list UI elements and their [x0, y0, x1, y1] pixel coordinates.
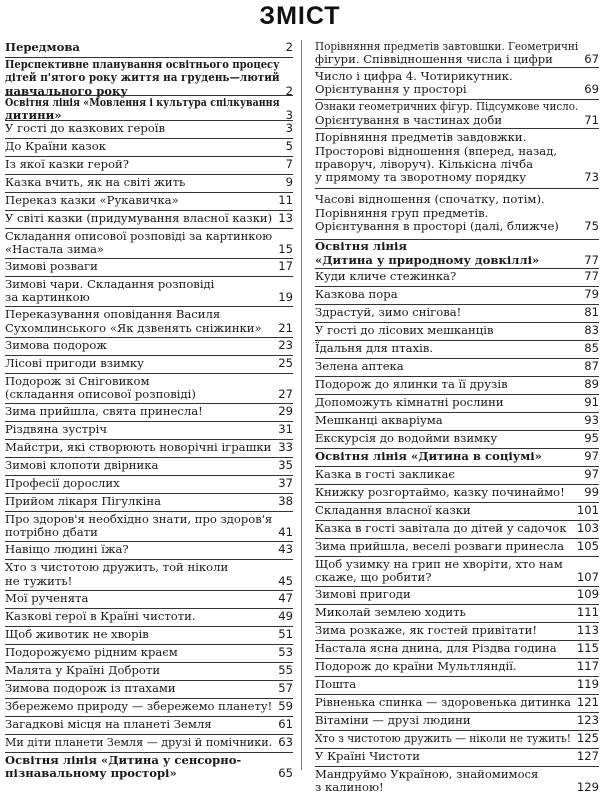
toc-page-number: 117 — [577, 660, 599, 672]
toc-entry — [315, 129, 599, 189]
toc-entry-text: Часові відношення (спочатку, потім). — [315, 193, 545, 205]
toc-entry-text: До Країни казок — [5, 140, 106, 152]
toc-page-number: 2 — [286, 41, 293, 53]
toc-entry-text: дитини» — [5, 109, 61, 121]
toc-page-number: 103 — [577, 522, 599, 534]
toc-page-number: 7 — [286, 158, 293, 170]
toc-entry-text: Малята у Країні Доброти — [5, 664, 160, 676]
toc-entry-text: Подорож до країни Мультляндії. — [315, 660, 517, 672]
toc-entry-text: У гості до казкових героїв — [5, 122, 165, 134]
toc-entry — [315, 641, 599, 659]
toc-entry-text: потрібно дбати — [5, 526, 98, 538]
toc-entry — [315, 413, 599, 431]
toc-entry-text: Казкова пора — [315, 288, 398, 300]
toc-left-column — [5, 40, 293, 770]
toc-entry-text: Подорожуємо рідним краєм — [5, 646, 178, 658]
toc-entry — [315, 587, 599, 605]
toc-entry-text: Зима розкаже, як гостей привітати! — [315, 624, 537, 636]
toc-entry — [5, 591, 293, 609]
toc-page-number: 27 — [278, 388, 293, 400]
toc-page-number: 111 — [577, 606, 599, 618]
toc-page-number: 55 — [278, 664, 293, 676]
toc-entry-text: Казка в гості закликає — [315, 468, 455, 480]
toc-entry-text: Із якої казки герой? — [5, 158, 129, 170]
toc-entry-text: Про здоров'я необхідно знати, про здоров'я — [5, 513, 272, 525]
toc-entry-text: у прямому та зворотному порядку — [315, 171, 526, 183]
toc-entry-text: Просторові відношення (вперед, назад, — [315, 145, 557, 157]
toc-entry-text: Число і цифра 4. Чотирикутник. — [315, 70, 513, 82]
toc-entry-text: Ознаки геометричних фігур. Підсумкове число. — [315, 100, 578, 112]
toc-entry — [5, 356, 293, 374]
toc-entry-text: «Дитина у природному довкіллі» — [315, 254, 539, 266]
toc-entry — [315, 240, 599, 269]
toc-page-number: 47 — [278, 592, 293, 604]
toc-entry-text: Мандруймо Україною, знайомимося — [315, 768, 538, 780]
toc-entry-text: Книжку розгортаймо, казку починаймо! — [315, 486, 565, 498]
toc-page-number: 123 — [577, 714, 599, 726]
toc-page-number: 29 — [278, 405, 293, 417]
toc-page-number: 81 — [584, 306, 599, 318]
toc-entry-text: скаже, що робити? — [315, 571, 431, 583]
toc-entry — [5, 374, 293, 404]
toc-entry — [5, 139, 293, 157]
toc-entry-text: Мої рученята — [5, 592, 88, 604]
toc-entry-text: Куди кличе стежинка? — [315, 270, 456, 282]
toc-entry — [5, 96, 293, 121]
toc-page-number: 11 — [278, 194, 293, 206]
toc-entry-text: Сухомлинського «Як дзвенять сніжинки» — [5, 322, 262, 334]
toc-entry-text: фігури. Співвідношення числа і цифри — [315, 53, 553, 65]
toc-page-number: 65 — [278, 767, 293, 779]
toc-entry — [5, 40, 293, 58]
toc-page-number: 71 — [584, 114, 599, 126]
toc-entry — [5, 121, 293, 139]
toc-entry-text: Пошта — [315, 678, 356, 690]
toc-page-number: 121 — [577, 696, 599, 708]
toc-entry — [315, 521, 599, 539]
toc-entry-text: Складання власної казки — [315, 504, 471, 516]
toc-entry-text: Казкові герої в Країні чистоти. — [5, 610, 196, 622]
toc-page-number: 87 — [584, 360, 599, 372]
toc-page-number: 57 — [278, 682, 293, 694]
toc-page-number: 125 — [577, 732, 599, 744]
toc-entry — [315, 557, 599, 587]
toc-entry — [315, 623, 599, 641]
toc-entry — [315, 100, 599, 129]
toc-entry-text: Різдвяна зустріч — [5, 423, 107, 435]
toc-entry — [5, 259, 293, 277]
toc-entry — [315, 695, 599, 713]
toc-entry-text: Здрастуй, зимо снігова! — [315, 306, 461, 318]
toc-page-number: 38 — [278, 495, 293, 507]
toc-entry — [5, 681, 293, 699]
toc-entry — [5, 404, 293, 422]
toc-page-number: 25 — [278, 357, 293, 369]
toc-entry — [5, 422, 293, 440]
toc-entry — [5, 560, 293, 591]
toc-entry — [5, 58, 293, 96]
toc-page-number: 119 — [577, 678, 599, 690]
toc-entry-text: дітей п'ятого року життя на грудень—лютий — [5, 71, 280, 83]
toc-entry-text: Вітаміни — друзі людини — [315, 714, 471, 726]
toc-entry-text: з калиною! — [315, 781, 384, 793]
toc-page-number: 19 — [278, 291, 293, 303]
toc-entry-text: Допоможуть кімнатні рослини — [315, 396, 504, 408]
toc-page-number: 33 — [278, 441, 293, 453]
toc-entry-text: Навіщо людині їжа? — [5, 543, 129, 555]
toc-page-number: 73 — [584, 171, 599, 183]
toc-entry — [315, 449, 599, 467]
toc-entry-text: Зима прийшла, веселі розваги принесла — [315, 540, 564, 552]
toc-page-number: 113 — [577, 624, 599, 636]
toc-page-number: 51 — [278, 628, 293, 640]
toc-page-number: 35 — [278, 459, 293, 471]
toc-page-number: 43 — [278, 543, 293, 555]
toc-entry-text: Хто з чистотою дружить, той ніколи — [5, 561, 228, 573]
toc-entry-text: Збережемо природу — збережемо планету! — [5, 700, 272, 712]
toc-page-number: 23 — [278, 339, 293, 351]
toc-entry — [315, 359, 599, 377]
toc-entry-text: Орієнтування в частинах доби — [315, 114, 502, 126]
toc-page-number: 13 — [278, 212, 293, 224]
column-divider — [301, 40, 302, 770]
toc-entry — [5, 645, 293, 663]
toc-entry — [315, 377, 599, 395]
toc-entry-text: Зимова подорож — [5, 339, 107, 351]
toc-entry — [315, 40, 599, 68]
toc-page-number: 75 — [584, 220, 599, 232]
toc-entry-text: не тужить! — [5, 575, 72, 587]
toc-page-number: 85 — [584, 342, 599, 354]
toc-page-number: 93 — [584, 414, 599, 426]
toc-entry — [315, 395, 599, 413]
toc-page-number: 107 — [577, 571, 599, 583]
toc-entry — [5, 663, 293, 681]
toc-entry — [315, 287, 599, 305]
toc-page-number: 15 — [278, 243, 293, 255]
toc-entry — [315, 677, 599, 695]
toc-page-number: 9 — [286, 176, 293, 188]
toc-entry — [315, 269, 599, 287]
toc-entry — [315, 659, 599, 677]
toc-entry-text: Миколай землею ходить — [315, 606, 466, 618]
toc-entry-text: Освітня лінія «Мовлення і культура спілкування — [5, 96, 280, 108]
toc-entry-text: Зимові клопоти двірника — [5, 459, 158, 471]
toc-page-number: 41 — [278, 526, 293, 538]
toc-entry — [315, 467, 599, 485]
toc-page-number: 3 — [286, 109, 293, 121]
toc-page-number: 89 — [584, 378, 599, 390]
toc-entry-text: Лісові пригоди взимку — [5, 357, 144, 369]
toc-entry — [315, 341, 599, 359]
toc-entry — [5, 193, 293, 211]
toc-entry-text: Настала ясна днина, для Різдва година — [315, 642, 557, 654]
toc-page-number: 63 — [278, 736, 293, 748]
toc-entry-text: Зимові пригоди — [315, 588, 411, 600]
toc-page-number: 127 — [577, 750, 599, 762]
toc-entry-text: Зимові чари. Складання розповіді — [5, 278, 214, 290]
toc-entry-text: Їдальня для птахів. — [315, 342, 433, 354]
toc-entry-text: Рівненька спинка — здоровенька дитинка — [315, 696, 571, 708]
toc-entry — [315, 189, 599, 240]
toc-entry — [315, 713, 599, 731]
toc-page-number: 77 — [584, 270, 599, 282]
toc-entry-text: Орієнтування в просторі (далі, ближче) — [315, 220, 559, 232]
toc-entry-text: пізнавальному просторі» — [5, 767, 177, 779]
toc-page-number: 95 — [584, 432, 599, 444]
toc-entry — [5, 277, 293, 307]
toc-entry — [5, 512, 293, 542]
toc-entry-text: Щоб узимку на грип не хворіти, хто нам — [315, 558, 563, 570]
toc-page-number: 37 — [278, 477, 293, 489]
toc-entry — [315, 431, 599, 449]
toc-entry-text: Переказування оповідання Василя — [5, 308, 220, 320]
toc-entry — [315, 767, 599, 796]
toc-page-number: 77 — [584, 254, 599, 266]
toc-entry-text: Зимова подорож із птахами — [5, 682, 176, 694]
toc-entry-text: Освітня лінія «Дитина в соціумі» — [315, 450, 542, 462]
toc-entry-text: Прийом лікаря Пігулкіна — [5, 495, 161, 507]
toc-page-number: 97 — [584, 450, 599, 462]
toc-page-number: 97 — [584, 468, 599, 480]
toc-page-number: 2 — [286, 85, 293, 97]
toc-entry — [315, 539, 599, 557]
toc-entry-text: Хто з чистотою дружить — ніколи не тужить! — [315, 732, 571, 744]
toc-entry — [5, 542, 293, 560]
toc-entry-text: У Країні Чистоти — [315, 750, 420, 762]
toc-page-number: 61 — [278, 718, 293, 730]
toc-page-number: 17 — [278, 260, 293, 272]
toc-page-number: 49 — [278, 610, 293, 622]
toc-right-column — [315, 40, 599, 770]
toc-entry — [5, 175, 293, 193]
toc-page-number: 59 — [278, 700, 293, 712]
toc-entry — [5, 627, 293, 645]
toc-entry — [5, 753, 293, 782]
toc-entry-text: Складання описової розповіді за картинкою — [5, 230, 272, 242]
toc-entry-text: Порівняння груп предметів. — [315, 207, 488, 219]
toc-entry — [5, 699, 293, 717]
toc-page-number: 53 — [278, 646, 293, 658]
toc-entry-text: Порівняння предметів завдовжки. — [315, 131, 526, 143]
toc-entry — [5, 211, 293, 229]
toc-entry — [315, 605, 599, 623]
toc-entry-text: Майстри, які створюють новорічні іграшки — [5, 441, 271, 453]
toc-entry-text: Професії дорослих — [5, 477, 120, 489]
toc-entry-text: Мешканці акваріума — [315, 414, 443, 426]
toc-entry-text: (складання описової розповіді) — [5, 388, 196, 400]
toc-page-number: 83 — [584, 324, 599, 336]
toc-page-number: 129 — [577, 781, 599, 793]
toc-entry-text: Передмова — [5, 41, 80, 53]
toc-entry — [315, 485, 599, 503]
toc-page-number: 31 — [278, 423, 293, 435]
toc-entry — [5, 307, 293, 338]
toc-entry-text: Ми діти планети Земля — друзі й помічники. — [5, 736, 272, 748]
toc-entry — [5, 229, 293, 259]
toc-entry-text: Загадкові місця на планеті Земля — [5, 718, 212, 730]
toc-entry — [5, 458, 293, 476]
toc-page-number: 3 — [286, 122, 293, 134]
toc-entry — [5, 717, 293, 735]
toc-entry-text: Зелена аптека — [315, 360, 404, 372]
toc-page-number: 99 — [584, 486, 599, 498]
toc-page-number: 101 — [577, 504, 599, 516]
toc-entry — [5, 494, 293, 512]
page-title: ЗМІСТ — [0, 2, 600, 31]
toc-entry-text: Зимові розваги — [5, 260, 98, 272]
toc-entry-text: Щоб животик не хворів — [5, 628, 149, 640]
toc-page-number: 45 — [278, 575, 293, 587]
toc-entry — [315, 731, 599, 749]
toc-entry-text: Казка в гості завітала до дітей у садочок — [315, 522, 567, 534]
toc-entry-text: Екскурсія до водойми взимку — [315, 432, 497, 444]
toc-page-number: 21 — [278, 322, 293, 334]
toc-entry — [5, 476, 293, 494]
toc-entry — [315, 323, 599, 341]
toc-entry-text: Казка вчить, як на світі жить — [5, 176, 185, 188]
toc-page-number: 115 — [577, 642, 599, 654]
toc-entry-text: У гості до лісових мешканців — [315, 324, 493, 336]
toc-page-number: 79 — [584, 288, 599, 300]
toc-page-number: 67 — [584, 53, 599, 65]
toc-entry-text: Подорож до ялинки та її друзів — [315, 378, 508, 390]
toc-entry — [315, 305, 599, 323]
toc-entry-text: Перспективне планування освітнього процесу — [5, 58, 280, 70]
toc-entry — [5, 157, 293, 175]
toc-entry — [5, 440, 293, 458]
toc-entry-text: праворуч, ліворуч). Кількісна лічба — [315, 158, 533, 170]
toc-entry — [5, 735, 293, 753]
toc-entry — [5, 338, 293, 356]
toc-entry-text: Подорож зі Сніговиком — [5, 375, 150, 387]
toc-entry-text: навчального року — [5, 85, 128, 97]
toc-entry-text: Порівняння предметів завтовшки. Геометричні — [315, 40, 578, 52]
toc-page-number: 91 — [584, 396, 599, 408]
toc-page-number: 69 — [584, 83, 599, 95]
toc-entry-text: за картинкою — [5, 291, 90, 303]
toc-entry-text: У світі казки (придумування власної казки) — [5, 212, 272, 224]
toc-entry-text: Переказ казки «Рукавичка» — [5, 194, 179, 206]
toc-entry-text: Зима прийшла, свята принесла! — [5, 405, 203, 417]
toc-entry — [315, 503, 599, 521]
toc-page-number: 5 — [286, 140, 293, 152]
toc-page-number: 109 — [577, 588, 599, 600]
toc-entry — [315, 68, 599, 100]
toc-entry-text: Освітня лінія «Дитина у сенсорно- — [5, 754, 241, 766]
toc-entry-text: «Настала зима» — [5, 243, 104, 255]
toc-entry — [315, 749, 599, 767]
toc-page-number: 105 — [577, 540, 599, 552]
toc-entry-text: Освітня лінія — [315, 240, 407, 252]
toc-entry-text: Орієнтування у просторі — [315, 83, 467, 95]
toc-entry — [5, 609, 293, 627]
